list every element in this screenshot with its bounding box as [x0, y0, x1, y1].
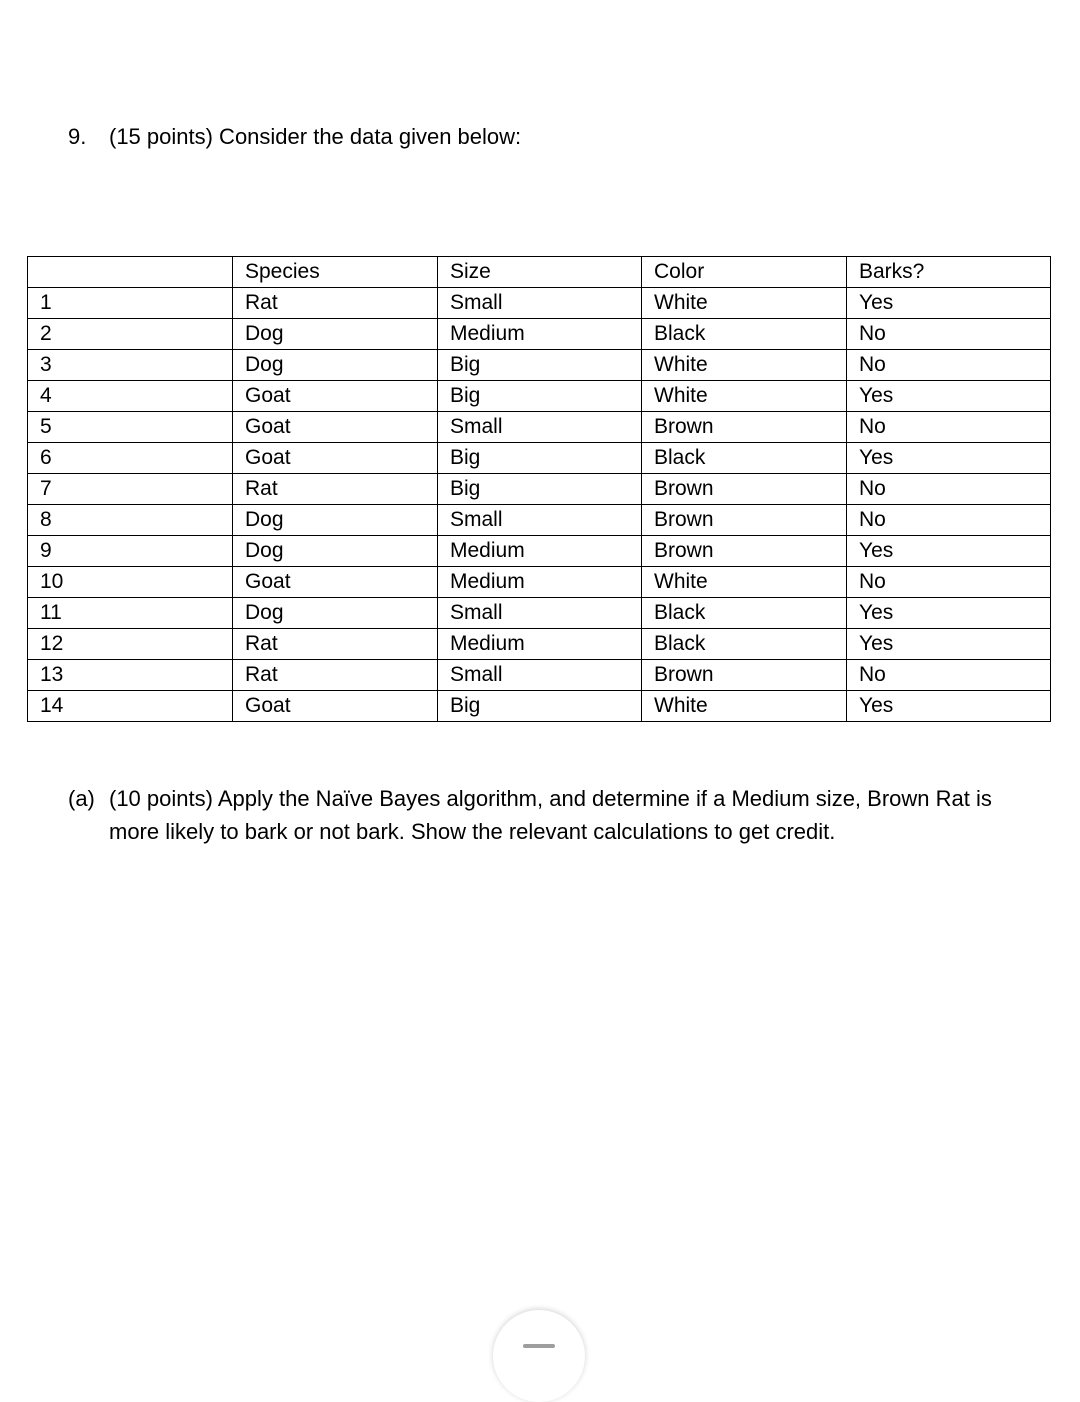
table-cell: Medium	[438, 567, 642, 598]
table-row	[28, 350, 1051, 381]
table-header-cell	[28, 257, 233, 288]
table-cell: No	[847, 319, 1051, 350]
table-row	[28, 443, 1051, 474]
table-cell: 4	[28, 381, 233, 412]
table-cell: Big	[438, 350, 642, 381]
table-cell: 2	[28, 319, 233, 350]
table-cell: 3	[28, 350, 233, 381]
table-cell: No	[847, 350, 1051, 381]
table-row	[28, 505, 1051, 536]
table-cell: 13	[28, 660, 233, 691]
table-cell: Brown	[642, 660, 847, 691]
table-cell: White	[642, 381, 847, 412]
table-cell: Small	[438, 288, 642, 319]
table-cell: Small	[438, 505, 642, 536]
table-row	[28, 412, 1051, 443]
table-row	[28, 381, 1051, 412]
table-header-cell: Color	[642, 257, 847, 288]
table-cell: White	[642, 567, 847, 598]
table-cell: Brown	[642, 505, 847, 536]
table-cell: Yes	[847, 629, 1051, 660]
table-cell: 11	[28, 598, 233, 629]
table-row	[28, 691, 1051, 722]
table-cell: Yes	[847, 381, 1051, 412]
part-a-text: (10 points) Apply the Naïve Bayes algorithm, and determine if a Medium size, Brown Rat is more likely to bark or not bark. Show the relevant calculations to get credit.	[109, 786, 992, 844]
drag-handle-icon	[523, 1344, 555, 1348]
table-cell: Dog	[233, 536, 438, 567]
table-cell: Small	[438, 412, 642, 443]
table-cell: Black	[642, 319, 847, 350]
table-row	[28, 629, 1051, 660]
table-cell: Rat	[233, 629, 438, 660]
table-cell: Yes	[847, 443, 1051, 474]
table-cell: Goat	[233, 381, 438, 412]
table-cell: Medium	[438, 629, 642, 660]
table-cell: Yes	[847, 536, 1051, 567]
table-row	[28, 598, 1051, 629]
table-cell: Medium	[438, 319, 642, 350]
table-cell: Brown	[642, 536, 847, 567]
table-cell: Big	[438, 443, 642, 474]
table-cell: Black	[642, 598, 847, 629]
question-text: (15 points) Consider the data given below:	[109, 124, 522, 149]
table-cell: Dog	[233, 598, 438, 629]
table-cell: White	[642, 350, 847, 381]
table-cell: Brown	[642, 474, 847, 505]
table-header-cell: Barks?	[847, 257, 1051, 288]
table-cell: 12	[28, 629, 233, 660]
table-cell: Big	[438, 691, 642, 722]
table-cell: White	[642, 691, 847, 722]
table-cell: No	[847, 660, 1051, 691]
table-cell: No	[847, 505, 1051, 536]
table-row	[28, 536, 1051, 567]
table-row	[28, 288, 1051, 319]
table-row	[28, 660, 1051, 691]
table-body	[28, 257, 1051, 722]
table-header-row	[28, 257, 1051, 288]
table-cell: Yes	[847, 691, 1051, 722]
table-cell: 5	[28, 412, 233, 443]
part-a	[68, 782, 1048, 848]
table-cell: Big	[438, 381, 642, 412]
scroll-handle[interactable]	[493, 1310, 585, 1402]
table-cell: No	[847, 567, 1051, 598]
table-row	[28, 474, 1051, 505]
table-cell: Rat	[233, 288, 438, 319]
table-cell: Big	[438, 474, 642, 505]
table-cell: Brown	[642, 412, 847, 443]
table-cell: Dog	[233, 319, 438, 350]
table-cell: Black	[642, 443, 847, 474]
table-cell: No	[847, 474, 1051, 505]
table-row	[28, 319, 1051, 350]
table-header-cell: Size	[438, 257, 642, 288]
table-cell: Yes	[847, 598, 1051, 629]
table-cell: Rat	[233, 474, 438, 505]
table-cell: 14	[28, 691, 233, 722]
table-cell: Yes	[847, 288, 1051, 319]
question-header	[68, 122, 521, 152]
table-cell: Dog	[233, 505, 438, 536]
table-cell: No	[847, 412, 1051, 443]
table-cell: Rat	[233, 660, 438, 691]
table-cell: Dog	[233, 350, 438, 381]
data-table	[27, 256, 1051, 722]
table-cell: 7	[28, 474, 233, 505]
table-header-cell: Species	[233, 257, 438, 288]
table-cell: 9	[28, 536, 233, 567]
table-cell: 8	[28, 505, 233, 536]
table-cell: Medium	[438, 536, 642, 567]
table-cell: Goat	[233, 691, 438, 722]
table-cell: Goat	[233, 443, 438, 474]
table-cell: Goat	[233, 567, 438, 598]
table-cell: 1	[28, 288, 233, 319]
table-cell: Small	[438, 598, 642, 629]
part-a-label: (a)	[68, 786, 95, 811]
table-cell: White	[642, 288, 847, 319]
question-number: 9.	[68, 124, 87, 149]
table-row	[28, 567, 1051, 598]
table-cell: 6	[28, 443, 233, 474]
table-cell: Goat	[233, 412, 438, 443]
table-cell: Small	[438, 660, 642, 691]
table-cell: Black	[642, 629, 847, 660]
table-cell: 10	[28, 567, 233, 598]
